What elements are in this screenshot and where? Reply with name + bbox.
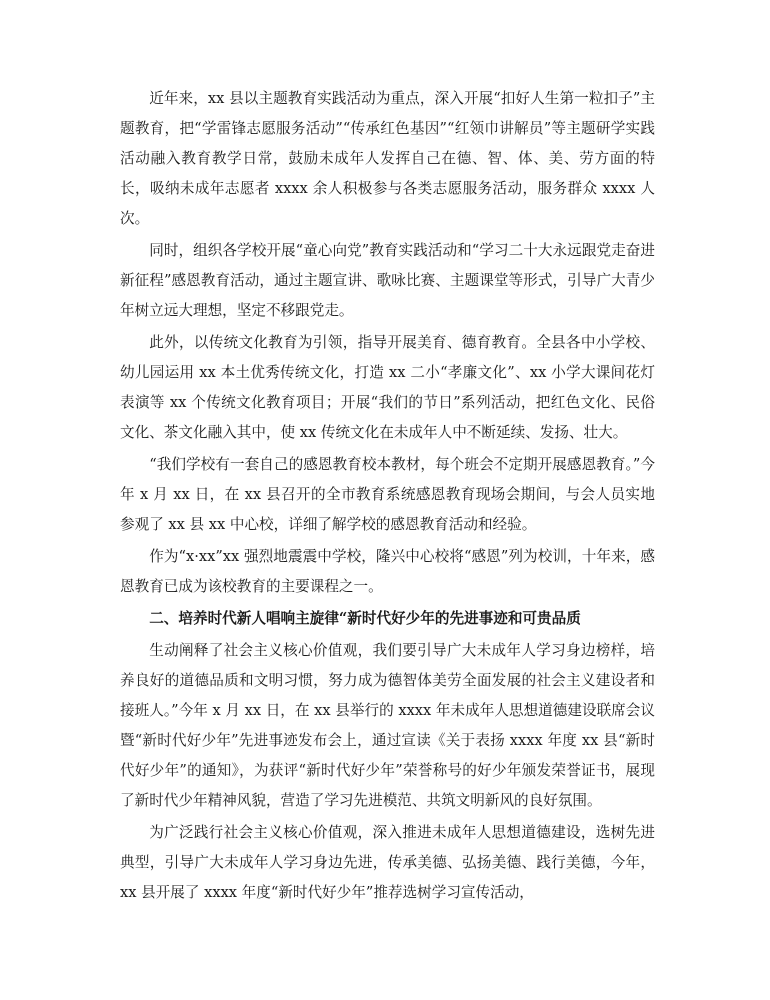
paragraph-traditional-culture: 此外，以传统文化教育为引领，指导开展美育、德育教育。全县各中小学校、幼儿园运用 xx 本土优秀传统文化，打造 xx 二小“孝廉文化”、xx 小学大课间花灯表演等 xx 个传统文化教育项目；开展“我们的节日”系列活动，把红色文化、民俗文化、茶文化融入其中，使 xx 传统文化在未成年人中不断延续、发扬、壮大。 — [120, 334, 655, 441]
paragraph-gratitude-textbook: “我们学校有一套自己的感恩教育校本教材，每个班会不定期开展感恩教育。”今年 x 月 xx 日，在 xx 县召开的全市教育系统感恩教育现场会期间，与会人员实地参观了 xx 县 xx 中心校，详细了解学校的感恩教育活动和经验。 — [120, 456, 655, 533]
paragraph-selection-activity: 为广泛践行社会主义核心价值观，深入推进未成年人思想道德建设，选树先进典型，引导广大未成年人学习身边先进，传承美德、弘扬美德、践行美德，今年，xx 县开展了 xxxx 年度“新时代好少年”推荐选树学习宣传活动， — [120, 824, 655, 901]
document-page — [120, 84, 655, 910]
paragraph-patriotic-education: 同时，组织各学校开展“童心向党”教育实践活动和“学习二十大永远跟党走奋进新征程”感恩教育活动，通过主题宣讲、歌咏比赛、主题课堂等形式，引导广大青少年树立远大理想，坚定不移跟党走。 — [120, 242, 655, 319]
paragraph-volunteer-service: 近年来，xx 县以主题教育实践活动为重点，深入开展“扣好人生第一粒扣子”主题教育，把“学雷锋志愿服务活动”“传承红色基因”“红领巾讲解员”等主题研学实践活动融入教育教学日常，鼓励未成年人发挥自己在德、智、体、美、劳方面的特长，吸纳未成年志愿者 xxxx 余人积极参与各类志愿服务活动，服务群众 xxxx 人次。 — [120, 90, 655, 227]
section-heading: 二、培养时代新人唱响主旋律“新时代好少年的先进事迹和可贵品质 — [149, 610, 581, 627]
paragraph-role-models: 生动阐释了社会主义核心价值观，我们要引导广大未成年人学习身边榜样，培养良好的道德品质和文明习惯，努力成为德智体美劳全面发展的社会主义建设者和接班人。”今年 x 月 xx 日，在 xx 县举行的 xxxx 年未成年人思想道德建设联席会议暨“新时代好少年”先进事迹发布会上，通过宣读《关于表扬 xxxx 年度 xx 县“新时代好少年”的通知》，为获评“新时代好少年”荣誉称号的好少年颁发荣誉证书，展现了新时代少年精神风貌，营造了学习先进模范、共筑文明新风的良好氛围。 — [120, 642, 655, 809]
paragraph-earthquake-school: 作为“x·xx”xx 强烈地震震中学校，隆兴中心校将“感恩”列为校训，十年来，感恩教育已成为该校教育的主要课程之一。 — [120, 548, 655, 595]
